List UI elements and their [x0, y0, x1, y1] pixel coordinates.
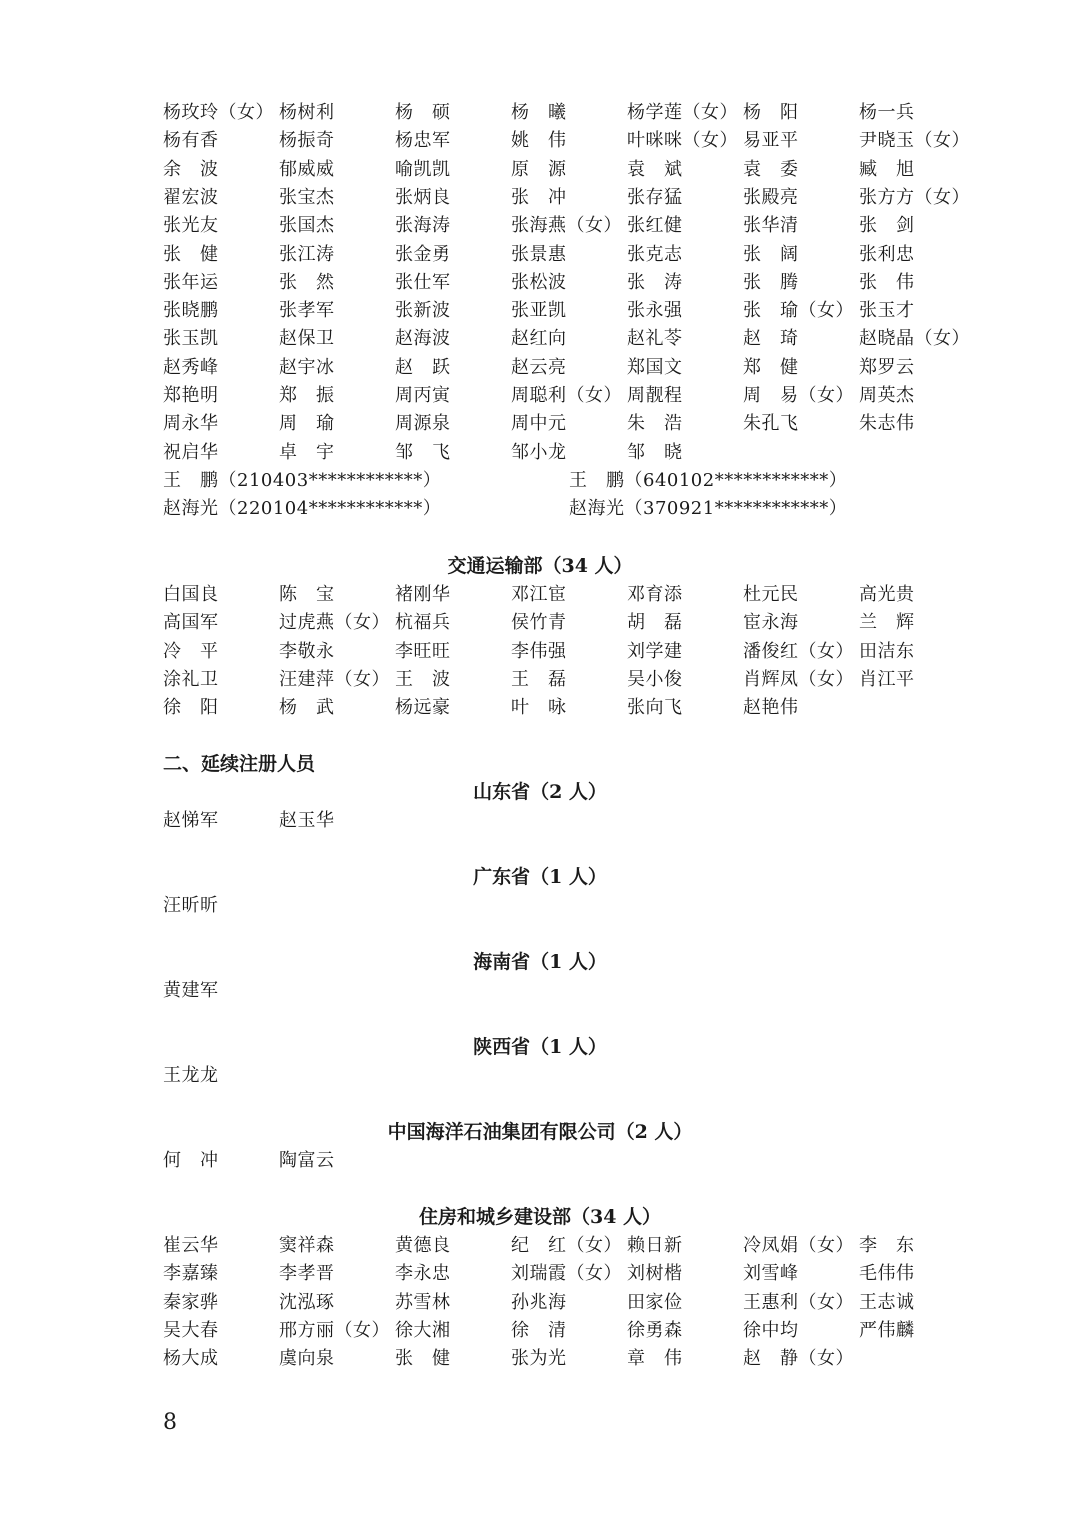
person-name: 尹晓玉（女） — [859, 130, 970, 152]
name-row — [0, 807, 1080, 835]
person-name: 张国杰 — [279, 215, 335, 237]
person-name: 王 波 — [395, 668, 451, 690]
name-row — [0, 99, 1080, 127]
name-row — [0, 297, 1080, 325]
person-name: 杜元民 — [743, 584, 799, 605]
person-name: 王龙龙 — [163, 1065, 219, 1086]
person-name: 邹 飞 — [395, 441, 451, 463]
person-name: 邹小龙 — [511, 441, 567, 463]
name-row — [0, 1289, 1080, 1317]
person-name: 张 健 — [395, 1348, 451, 1370]
person-name: 赵秀峰 — [163, 356, 219, 378]
person-name: 杨树利 — [279, 102, 335, 123]
person-name: 杨玫玲（女） — [163, 102, 274, 123]
person-name: 刘学建 — [627, 640, 683, 662]
person-name: 邓江宦 — [511, 584, 567, 605]
person-name: 臧 旭 — [859, 158, 915, 180]
person-name: 张 涛 — [627, 271, 683, 293]
person-name: 杨 武 — [279, 697, 335, 719]
name-row — [0, 241, 1080, 269]
name-row — [0, 212, 1080, 240]
person-name: 赵海波 — [395, 328, 451, 350]
person-name: 张存猛 — [627, 186, 683, 208]
name-row — [0, 1232, 1080, 1260]
person-name: 杨 阳 — [743, 102, 799, 123]
person-name: 虞向泉 — [279, 1348, 335, 1370]
page-number: 8 — [163, 1410, 177, 1435]
person-name: 张年运 — [163, 271, 219, 293]
person-name: 田洁东 — [859, 640, 915, 662]
person-name: 张玉凯 — [163, 328, 219, 350]
person-name: 过虎燕（女） — [279, 612, 390, 634]
person-name: 赵艳伟 — [743, 697, 799, 719]
person-name: 赵玉华 — [279, 810, 335, 831]
person-name: 张永强 — [627, 300, 683, 322]
id-name-row — [0, 495, 1080, 523]
person-name: 涂礼卫 — [163, 668, 219, 690]
name-row — [0, 892, 1080, 920]
name-row — [0, 269, 1080, 297]
person-name: 吴大春 — [163, 1319, 219, 1341]
name-row — [0, 1317, 1080, 1345]
person-name: 杨 曦 — [511, 102, 567, 123]
person-name: 田家俭 — [627, 1291, 683, 1313]
person-name: 高光贵 — [859, 584, 915, 605]
person-name: 窦祥森 — [279, 1235, 335, 1256]
person-name: 陈 宝 — [279, 584, 335, 605]
person-name: 张 冲 — [511, 186, 567, 208]
person-name: 张 健 — [163, 243, 219, 265]
person-name: 杨一兵 — [859, 102, 915, 123]
name-row — [0, 1062, 1080, 1090]
person-name: 周英杰 — [859, 385, 915, 406]
person-name: 宦永海 — [743, 612, 799, 634]
person-name: 赖日新 — [627, 1235, 683, 1256]
person-name: 赵宇冰 — [279, 356, 335, 378]
person-name: 赵晓晶（女） — [859, 328, 970, 350]
person-name: 刘瑞霞（女） — [511, 1263, 622, 1285]
person-name: 张海涛 — [395, 215, 451, 237]
name-row — [0, 354, 1080, 382]
person-name: 周源泉 — [395, 413, 451, 435]
person-name: 周 瑜 — [279, 413, 335, 435]
person-name: 褚刚华 — [395, 584, 451, 605]
person-name: 喻凯凯 — [395, 158, 451, 180]
person-name: 周靓程 — [627, 385, 683, 406]
person-name: 张 剑 — [859, 215, 915, 237]
person-name: 张宝杰 — [279, 186, 335, 208]
person-name: 冷 平 — [163, 640, 219, 662]
person-name: 袁 委 — [743, 158, 799, 180]
person-name: 袁 斌 — [627, 158, 683, 180]
person-name-with-id: 赵海光（370921************） — [569, 498, 848, 520]
person-name: 郑 健 — [743, 356, 799, 378]
person-name: 赵保卫 — [279, 328, 335, 350]
person-name: 张华清 — [743, 215, 799, 237]
person-name: 胡 磊 — [627, 612, 683, 634]
person-name: 张亚凯 — [511, 300, 567, 322]
person-name: 张仕军 — [395, 271, 451, 293]
person-name: 张为光 — [511, 1348, 567, 1370]
name-row — [0, 666, 1080, 694]
person-name: 张孝军 — [279, 300, 335, 322]
name-row — [0, 694, 1080, 722]
person-name: 周中元 — [511, 413, 567, 435]
person-name: 赵 跃 — [395, 356, 451, 378]
person-name: 李永忠 — [395, 1263, 451, 1285]
section-heading: 广东省（1 人） — [473, 866, 607, 888]
person-name: 朱 浩 — [627, 413, 683, 435]
name-row — [0, 127, 1080, 155]
name-row — [0, 382, 1080, 410]
person-name: 余 波 — [163, 158, 219, 180]
name-row — [0, 977, 1080, 1005]
person-name: 黄建军 — [163, 980, 219, 1001]
person-name: 朱孔飞 — [743, 413, 799, 435]
person-name: 肖辉凤（女） — [743, 668, 854, 690]
person-name: 纪 红（女） — [511, 1235, 622, 1256]
person-name: 叶咪咪（女） — [627, 130, 738, 152]
person-name: 姚 伟 — [511, 130, 567, 152]
person-name: 张红健 — [627, 215, 683, 237]
person-name: 邹 晓 — [627, 441, 683, 463]
person-name: 周 易（女） — [743, 385, 854, 406]
person-name: 李旺旺 — [395, 640, 451, 662]
person-name: 徐 阳 — [163, 697, 219, 719]
section-heading: 中国海洋石油集团有限公司（2 人） — [387, 1121, 693, 1143]
person-name: 郁威威 — [279, 158, 335, 180]
person-name: 赵红向 — [511, 328, 567, 350]
person-name: 徐勇森 — [627, 1319, 683, 1341]
person-name: 张 腾 — [743, 271, 799, 293]
person-name: 汪建萍（女） — [279, 668, 390, 690]
person-name: 张利忠 — [859, 243, 915, 265]
person-name: 张克志 — [627, 243, 683, 265]
person-name: 易亚平 — [743, 130, 799, 152]
person-name: 张 瑜（女） — [743, 300, 854, 322]
person-name: 严伟麟 — [859, 1319, 915, 1341]
name-row — [0, 638, 1080, 666]
person-name: 冷凤娟（女） — [743, 1235, 854, 1256]
person-name: 徐中均 — [743, 1319, 799, 1341]
person-name-with-id: 王 鹏（640102************） — [569, 469, 848, 491]
person-name: 周永华 — [163, 413, 219, 435]
person-name: 刘树楷 — [627, 1263, 683, 1285]
name-row — [0, 1147, 1080, 1175]
name-row — [0, 439, 1080, 467]
person-name: 张玉才 — [859, 300, 915, 322]
person-name: 杨忠军 — [395, 130, 451, 152]
person-name: 张新波 — [395, 300, 451, 322]
person-name: 毛伟伟 — [859, 1263, 915, 1285]
name-row — [0, 581, 1080, 609]
person-name: 张晓鹏 — [163, 300, 219, 322]
person-name: 赵礼苓 — [627, 328, 683, 350]
person-name: 杭福兵 — [395, 612, 451, 634]
person-name: 张方方（女） — [859, 186, 970, 208]
person-name: 苏雪林 — [395, 1291, 451, 1313]
person-name: 徐大湘 — [395, 1319, 451, 1341]
part-title: 二、延续注册人员 — [163, 753, 316, 775]
person-name: 邓育添 — [627, 584, 683, 605]
person-name: 杨振奇 — [279, 130, 335, 152]
person-name: 王惠利（女） — [743, 1291, 854, 1313]
person-name: 潘俊红（女） — [743, 640, 854, 662]
person-name: 李孝晋 — [279, 1263, 335, 1285]
person-name: 李嘉臻 — [163, 1263, 219, 1285]
person-name: 赵悌军 — [163, 810, 219, 831]
section-heading: 交通运输部（34 人） — [447, 555, 633, 577]
name-row — [0, 410, 1080, 438]
person-name: 何 冲 — [163, 1150, 219, 1171]
name-row — [0, 1345, 1080, 1373]
person-name: 肖江平 — [859, 668, 915, 690]
person-name: 郑 振 — [279, 385, 335, 406]
person-name: 张 然 — [279, 271, 335, 293]
person-name: 张金勇 — [395, 243, 451, 265]
person-name: 郑罗云 — [859, 356, 915, 378]
person-name: 白国良 — [163, 584, 219, 605]
person-name: 周丙寅 — [395, 385, 451, 406]
person-name: 张 伟 — [859, 271, 915, 293]
person-name: 秦家骅 — [163, 1291, 219, 1313]
person-name: 张江涛 — [279, 243, 335, 265]
person-name: 王志诚 — [859, 1291, 915, 1313]
person-name: 李 东 — [859, 1235, 915, 1256]
person-name: 沈泓琢 — [279, 1291, 335, 1313]
person-name: 张炳良 — [395, 186, 451, 208]
section-heading: 住房和城乡建设部（34 人） — [418, 1206, 662, 1228]
person-name: 张殿亮 — [743, 186, 799, 208]
person-name: 邢方丽（女） — [279, 1319, 390, 1341]
name-row — [0, 184, 1080, 212]
section-heading: 陕西省（1 人） — [473, 1036, 607, 1058]
person-name: 吴小俊 — [627, 668, 683, 690]
id-name-row — [0, 467, 1080, 495]
person-name-with-id: 王 鹏（210403************） — [163, 469, 442, 491]
person-name: 周聪利（女） — [511, 385, 622, 406]
person-name: 郑艳明 — [163, 385, 219, 406]
section-heading: 山东省（2 人） — [473, 781, 607, 803]
person-name: 王 磊 — [511, 668, 567, 690]
person-name: 原 源 — [511, 158, 567, 180]
person-name: 崔云华 — [163, 1235, 219, 1256]
person-name: 杨学莲（女） — [627, 102, 738, 123]
person-name: 赵 琦 — [743, 328, 799, 350]
person-name: 朱志伟 — [859, 413, 915, 435]
person-name: 杨大成 — [163, 1348, 219, 1370]
person-name: 陶富云 — [279, 1150, 335, 1171]
person-name: 徐 清 — [511, 1319, 567, 1341]
section-heading: 海南省（1 人） — [473, 951, 607, 973]
person-name: 侯竹青 — [511, 612, 567, 634]
person-name: 刘雪峰 — [743, 1263, 799, 1285]
person-name: 张松波 — [511, 271, 567, 293]
person-name: 李伟强 — [511, 640, 567, 662]
person-name: 赵 静（女） — [743, 1348, 854, 1370]
person-name: 汪昕昕 — [163, 895, 219, 916]
person-name: 郑国文 — [627, 356, 683, 378]
person-name: 张光友 — [163, 215, 219, 237]
person-name: 翟宏波 — [163, 186, 219, 208]
person-name-with-id: 赵海光（220104************） — [163, 498, 442, 520]
person-name: 黄德良 — [395, 1235, 451, 1256]
name-row — [0, 609, 1080, 637]
person-name: 兰 辉 — [859, 612, 915, 634]
person-name: 高国军 — [163, 612, 219, 634]
person-name: 孙兆海 — [511, 1291, 567, 1313]
person-name: 杨 硕 — [395, 102, 451, 123]
name-row — [0, 156, 1080, 184]
person-name: 李敬永 — [279, 640, 335, 662]
person-name: 张海燕（女） — [511, 215, 622, 237]
person-name: 叶 咏 — [511, 697, 567, 719]
person-name: 张向飞 — [627, 697, 683, 719]
person-name: 张 阔 — [743, 243, 799, 265]
person-name: 章 伟 — [627, 1348, 683, 1370]
name-row — [0, 1260, 1080, 1288]
person-name: 张景惠 — [511, 243, 567, 265]
person-name: 杨远豪 — [395, 697, 451, 719]
name-row — [0, 325, 1080, 353]
person-name: 赵云亮 — [511, 356, 567, 378]
person-name: 杨有香 — [163, 130, 219, 152]
person-name: 祝启华 — [163, 441, 219, 463]
person-name: 卓 宇 — [279, 441, 335, 463]
